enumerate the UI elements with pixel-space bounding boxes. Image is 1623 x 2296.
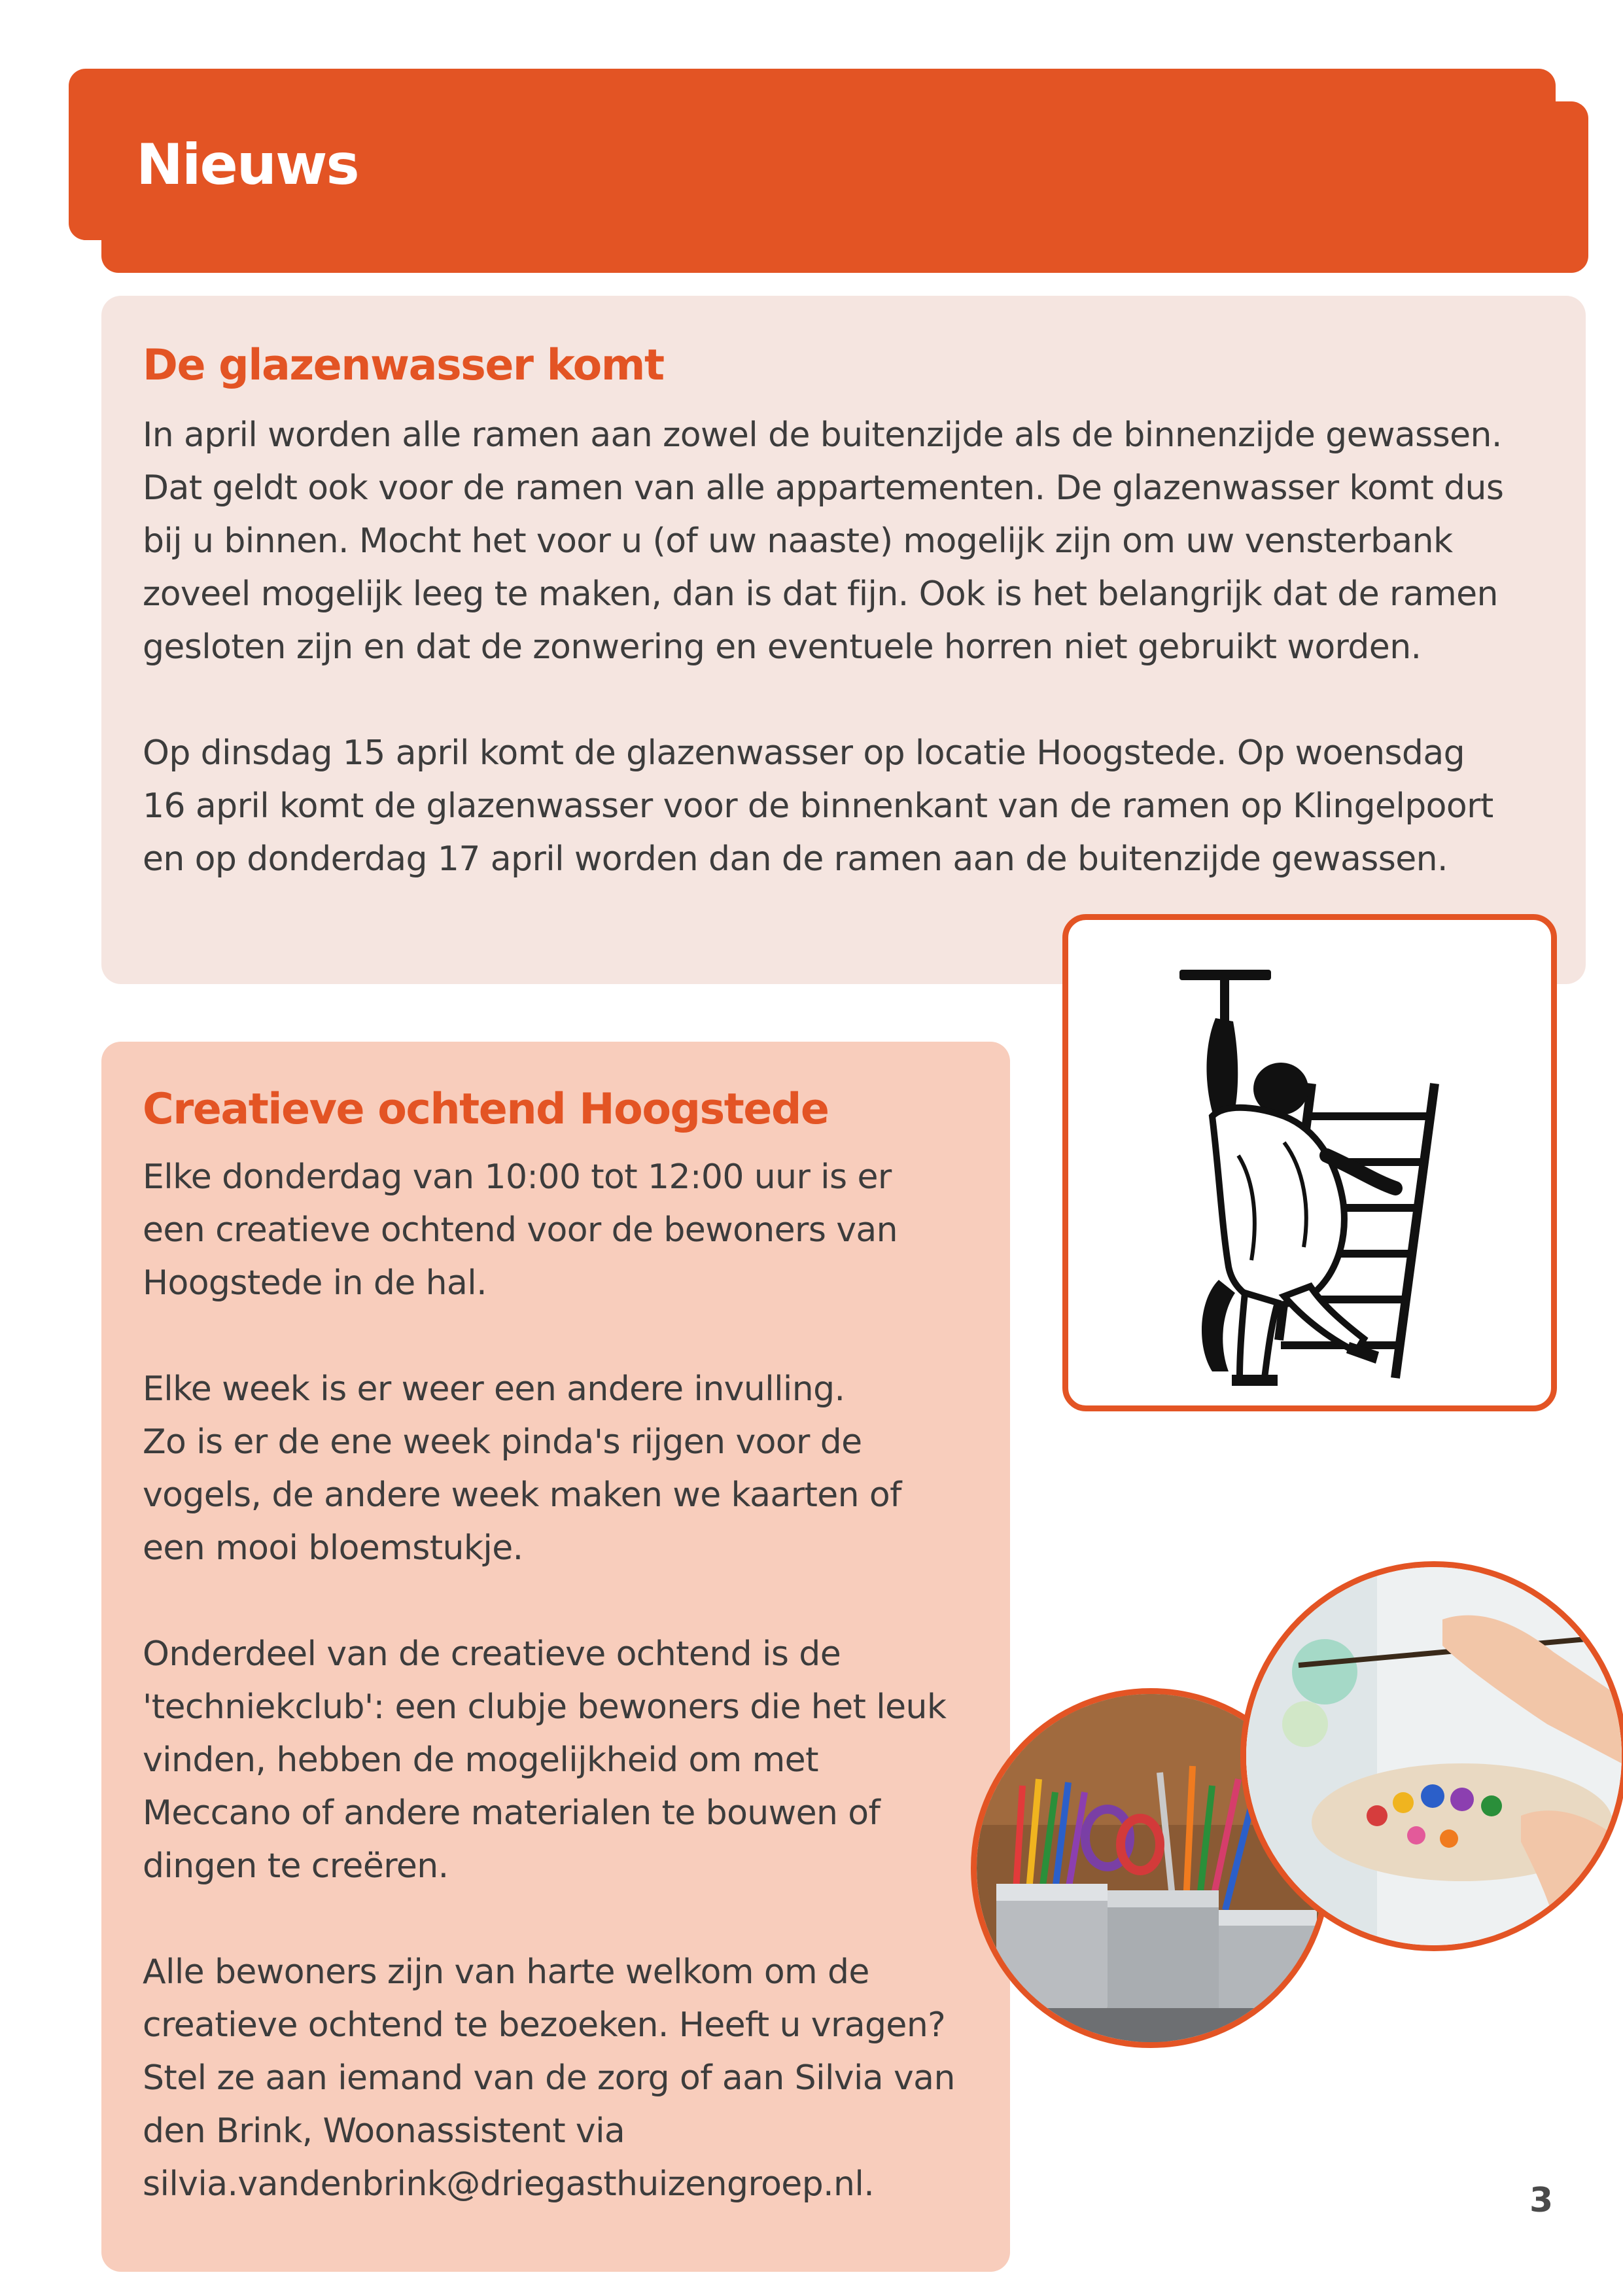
text-line: gesloten zijn en dat de zonwering en eventuele horren niet gebruikt worden. [143,627,1422,667]
text-line: Hoogstede in de hal. [143,1263,487,1303]
article-body [143,409,1503,886]
text-line: In april worden alle ramen aan zowel de buitenzijde als de binnenzijde gewassen. [143,415,1502,455]
paragraph [143,727,1503,886]
text-line: den Brink, Woonassistent via [143,2111,625,2151]
text-line: 16 april komt de glazenwasser voor de binnenkant van de ramen op Klingelpoort [143,786,1493,826]
text-line: dingen te creëren. [143,1846,449,1886]
text-line: bij u binnen. Mocht het voor u (of uw naaste) mogelijk zijn om uw vensterbank [143,521,1453,561]
text-line: zoveel mogelijk leeg te maken, dan is dat fijn. Ook is het belangrijk dat de ramen [143,574,1498,614]
painting-palette-photo [1240,1561,1623,1951]
article-card-window-cleaner [101,296,1586,984]
text-line: vinden, hebben de mogelijkheid om met [143,1740,818,1780]
text-line: Meccano of andere materialen te bouwen of [143,1793,881,1833]
text-line: Op dinsdag 15 april komt de glazenwasser op locatie Hoogstede. Op woensdag [143,733,1465,773]
paint-palette-icon [1246,1567,1622,1945]
text-line: Alle bewoners zijn van harte welkom om de [143,1952,869,1992]
paragraph [143,1363,955,1575]
paragraph [143,1151,955,1310]
text-line: 'techniekclub': een clubje bewoners die het leuk [143,1687,947,1727]
text-line: Zo is er de ene week pinda's rijgen voor de [143,1422,862,1462]
text-line: vogels, de andere week maken we kaarten of [143,1475,901,1515]
article-title: Creatieve ochtend Hoogstede [143,1085,829,1134]
paragraph [143,409,1503,674]
page-number: 3 [1529,2181,1554,2220]
header-banner [69,69,1556,240]
article-title: De glazenwasser komt [143,341,664,390]
text-line: Elke donderdag van 10:00 tot 12:00 uur is er [143,1157,892,1197]
text-line: creatieve ochtend te bezoeken. Heeft u vragen? [143,2005,946,2045]
page-title: Nieuws [136,132,358,198]
article-card-creative-morning [101,1042,1010,2272]
text-line: Elke week is er weer een andere invulling. [143,1369,845,1409]
text-line: Stel ze aan iemand van de zorg of aan Silvia van [143,2058,955,2098]
text-line: een creatieve ochtend voor de bewoners van [143,1210,898,1250]
text-line: en op donderdag 17 april worden dan de ramen aan de buitenzijde gewassen. [143,839,1448,879]
text-line: Dat geldt ook voor de ramen van alle appartementen. De glazenwasser komt dus [143,468,1504,508]
window-cleaner-illustration [1062,914,1557,1411]
paragraph [143,1628,955,1893]
paragraph [143,1946,955,2211]
text-line: een mooi bloemstukje. [143,1528,523,1568]
window-cleaner-figure-icon [1068,920,1551,1405]
text-line: Onderdeel van de creatieve ochtend is de [143,1634,841,1674]
text-line: silvia.vandenbrink@driegasthuizengroep.nl. [143,2164,875,2204]
article-body [143,1151,955,2211]
